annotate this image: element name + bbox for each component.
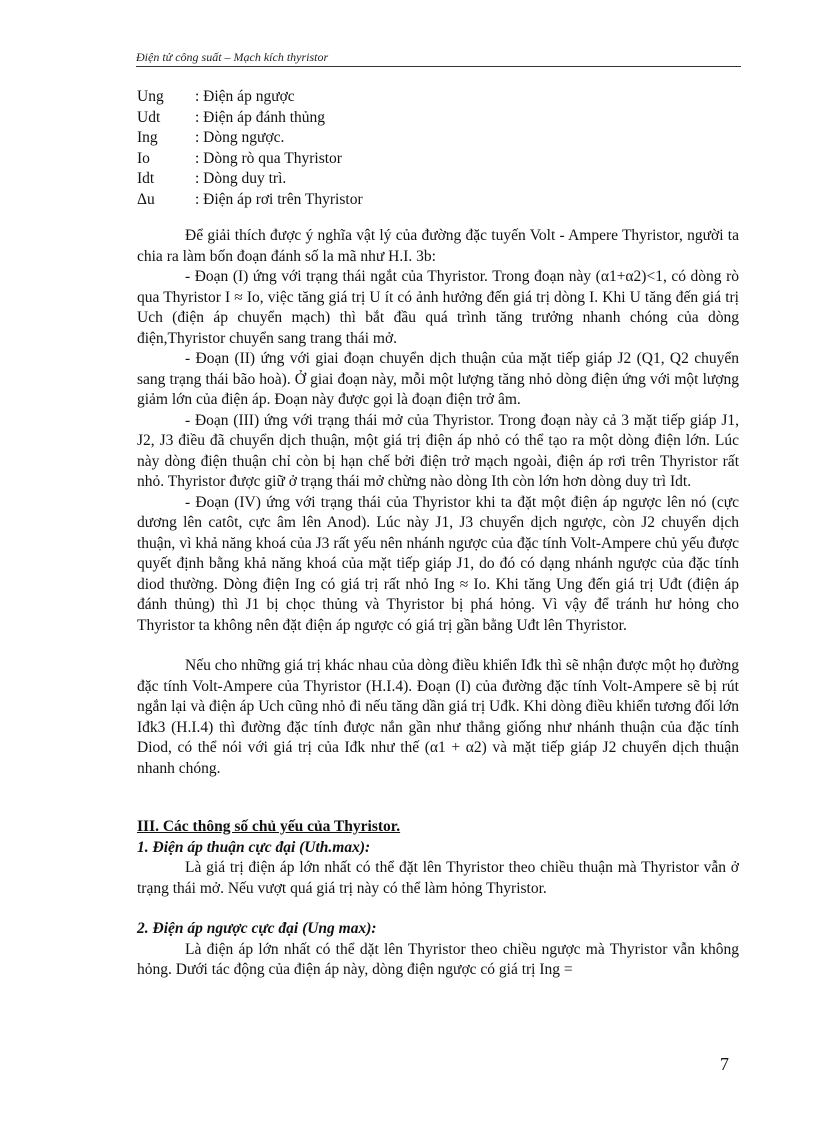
definition-row — [137, 190, 363, 211]
segment-paragraph: - Đoạn (II) ứng với giai đoạn chuyển dịch thuận của mặt tiếp giáp J2 (Q1, Q2 chuyển sang trạng thái bão hoà). Ở giai đoạn này, mỗi một lượng tăng nhỏ dòng điện ứng với một lượng giảm lớn của điện áp. Đoạn này được gọi là đoạn điện trở âm. — [137, 350, 739, 408]
family-paragraph: Nếu cho những giá trị khác nhau của dòng điều khiển Iđk thì sẽ nhận được một họ đường đặc tính Volt-Ampere của Thyristor (H.I.4). Đoạn (I) của đường đặc tính Volt-Ampere sẽ bị rút ngắn lại và điện áp Uch cũng nhỏ đi nếu tăng dần giá trị Uđk. Khi dòng điều khiển tương đối lớn Iđk3 (H.I.4) thì đường đặc tính được nắn gần như thẳng giống như nhánh thuận của đặc tính Diod, có thể nói với giá trị của Iđk như thế (α1 + α2) và mặt tiếp giáp J2 chuyển dịch thuận nhanh chóng. — [137, 657, 739, 777]
definition-symbol: Δu — [137, 190, 155, 208]
intro-paragraph: Để giải thích được ý nghĩa vật lý của đường đặc tuyến Volt - Ampere Thyristor, người ta chia ra làm bốn đoạn đánh số la mã như H.I. 3b: — [137, 227, 739, 265]
segment-paragraph: - Đoạn (IV) ứng với trạng thái của Thyristor khi ta đặt một điện áp ngược lên nó (cực dương lên catôt, cực âm lên Anod). Lúc này J1, J3 chuyển dịch ngược, còn J2 chuyển dịch thuận, vì khả năng khoá của J3 rất yếu nên nhánh ngược của đặc tính Volt-Ampere chủ yếu được quyết định bằng khả năng khoá của mặt tiếp giáp J1, do đó có dạng nhánh ngược của đặc tính diod thường. Dòng điện Ing có giá trị rất nhỏ Ing ≈ Io. Khi tăng Ung đến giá trị Uđt (điện áp đánh thủng) thì J1 bị chọc thủng và Thyristor bị phá hỏng. Vì vậy để tránh hư hỏng cho Thyristor ta không nên đặt điện áp ngược có giá trị gần bằng Uđt lên Thyristor. — [137, 493, 739, 634]
subsection-paragraph: Là điện áp lớn nhất có thể dặt lên Thyristor theo chiều ngược mà Thyristor vẫn không hỏng. Dưới tác động của điện áp này, dòng điện ngược có giá trị Ing = — [137, 940, 739, 978]
segment-paragraph: - Đoạn (III) ứng với trạng thái mở của Thyristor. Trong đoạn này cả 3 mặt tiếp giáp J1, J2, J3 điều đã chuyển dịch thuận, một giá trị điện áp nhỏ có thể tạo ra một dòng điện lớn. Lúc này dòng điện thuận chỉ còn bị hạn chế bởi điện trở mạch ngoài, điện áp rơi trên Thyristor rất nhỏ. Thyristor được giữ ở trạng thái mở chừng nào dòng Ith còn lớn hơn dòng duy trì Idt. — [137, 411, 739, 490]
segment-paragraph: - Đoạn (I) ứng với trạng thái ngắt của Thyristor. Trong đoạn này (α1+α2)<1, có dòng rò qua Thyristor I ≈ Io, việc tăng giá trị U ít có ảnh hưởng đến giá trị dòng I. Khi U tăng đến giá trị Uch (điện áp chuyển mạch) thì bắt đầu quá trình tăng trưởng nhanh chóng của dòng điện,Thyristor chuyển sang trang thái mở. — [137, 268, 739, 347]
page-number: 7 — [720, 1054, 729, 1074]
definition-symbol: Io — [137, 149, 150, 167]
spacer — [137, 636, 739, 656]
subsection-heading: 1. Điện áp thuận cực đại (Uth.max): — [137, 838, 371, 856]
definition-row — [137, 128, 363, 149]
definition-text: : Điện áp đánh thủng — [195, 108, 326, 126]
definition-text: : Dòng ngược. — [195, 129, 285, 146]
definition-symbol: Ung — [137, 88, 164, 105]
symbol-definitions — [137, 87, 363, 210]
subsection-paragraph: Là giá trị điện áp lớn nhất có thể đặt lên Thyristor theo chiều thuận mà Thyristor vẫn ở trạng thái mở. Nếu vượt quá giá trị này có thể làm hỏng Thyristor. — [137, 859, 739, 897]
definition-symbol: Ing — [137, 129, 158, 146]
definition-symbol: Idt — [137, 170, 155, 187]
body-content — [137, 226, 739, 981]
definition-row — [137, 149, 363, 170]
definition-row — [137, 87, 363, 108]
definition-row — [137, 108, 363, 129]
definition-row — [137, 169, 363, 190]
spacer — [137, 899, 739, 919]
running-header: Điện tử công suất – Mạch kích thyristor — [136, 50, 329, 64]
subsection-heading: 2. Điện áp ngược cực đại (Ung max): — [137, 920, 377, 937]
definition-text: : Dòng rò qua Thyristor — [195, 149, 342, 167]
spacer — [137, 779, 739, 817]
definition-symbol: Udt — [137, 108, 161, 126]
definition-text: : Dòng duy trì. — [195, 170, 287, 187]
definition-text: : Điện áp ngược — [195, 88, 295, 105]
section-heading: III. Các thông số chủ yếu của Thyristor. — [137, 818, 401, 835]
definition-text: : Điện áp rơi trên Thyristor — [195, 190, 363, 208]
header-rule — [136, 66, 741, 67]
